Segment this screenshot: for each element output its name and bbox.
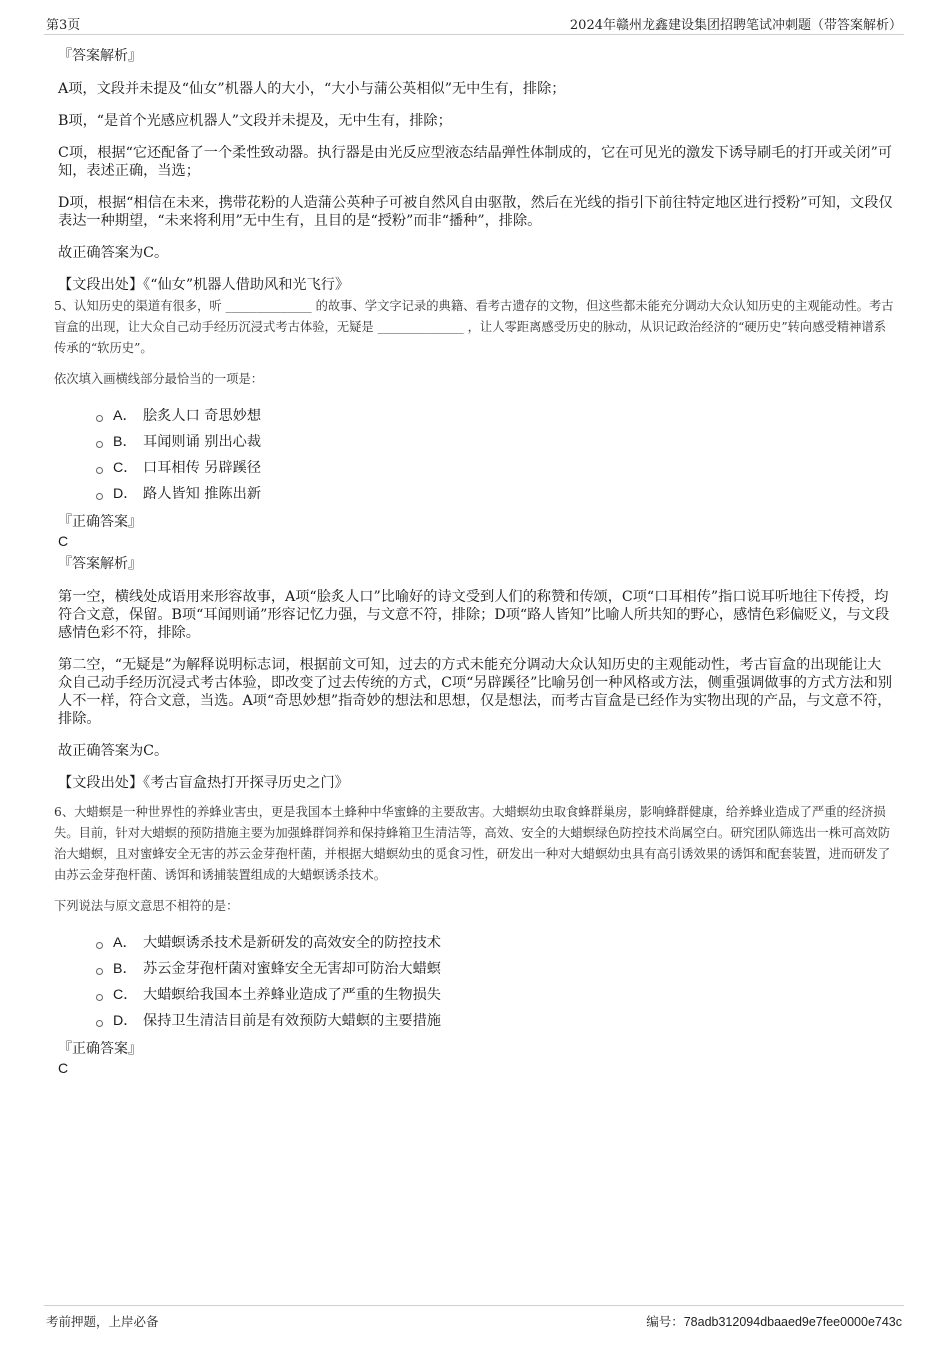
option-text: 耳闻则诵 别出心裁 xyxy=(143,434,262,450)
correct-answer-label: 『正确答案』 xyxy=(58,514,142,530)
option-text: 路人皆知 推陈出新 xyxy=(143,486,262,502)
option-a[interactable] xyxy=(96,929,904,955)
question-stem: 6、大蜡螟是一种世界性的养蜂业害虫，更是我国本土蜂种中华蜜蜂的主要敌害。大蜡螟幼虫取食蜂群巢房，影响蜂群健康，给养蜂业造成了严重的经济损失。目前，针对大蜡螟的预防措施主要为加强蜂群饲养和保持蜂箱卫生清洁等，高效、安全的大蜡螟绿色防控技术尚属空白。研究团队筛选出一株可高效防治大蜡螟，且对蜜蜂安全无害的苏云金芽孢杆菌，并根据大蜡螟幼虫的觅食习性，研发出一种对大蜡螟幼虫具有高引诱效果的诱饵和配套装置，进而研发了由苏云金芽孢杆菌、诱饵和诱捕装置组成的大蜡螟诱杀技术。 xyxy=(54,805,891,882)
page-content xyxy=(54,46,904,1077)
analysis-paragraph: C项，根据“它还配备了一个柔性致动器。执行器是由光反应型液态结晶弹性体制成的，它在可见光的激发下诱导刷毛的打开或关闭”可知，表述正确，当选； xyxy=(58,145,893,179)
option-d[interactable] xyxy=(96,1007,904,1033)
radio-icon[interactable] xyxy=(96,441,103,448)
question-prompt: 依次填入画横线部分最恰当的一项是： xyxy=(54,372,264,386)
option-b[interactable] xyxy=(96,428,904,454)
question-stem: 5、认知历史的渠道有很多，听 ______________ 的故事、学文字记录的典籍、看考古遗存的文物，但这些都未能充分调动大众认知历史的主观能动性。考古盲盒的出现，让大众自己动手经历沉浸式考古体验，无疑是 ______________ ，让人零距离感受历史的脉动，从识记政治经济的“硬历史”转向感受精神谱系传承的“软历史”。 xyxy=(54,299,894,355)
analysis-label: 『答案解析』 xyxy=(58,556,142,572)
option-letter: C． xyxy=(113,987,138,1003)
final-answer-line: 故正确答案为C。 xyxy=(58,743,169,759)
correct-answer-label: 『正确答案』 xyxy=(58,1041,142,1057)
code-value: 78adb312094dbaaed9e7fee0000e743c xyxy=(683,1315,902,1329)
option-a[interactable] xyxy=(96,402,904,428)
option-text: 口耳相传 另辟蹊径 xyxy=(143,460,262,476)
correct-answer: C xyxy=(58,1060,69,1076)
page-footer xyxy=(44,1305,904,1328)
option-d[interactable] xyxy=(96,480,904,506)
option-c[interactable] xyxy=(96,454,904,480)
source-citation: 【文段出处】《考古盲盒热打开探寻历史之门》 xyxy=(58,775,349,791)
analysis-paragraph: A项，文段并未提及“仙女”机器人的大小，“大小与蒲公英相似”无中生有，排除； xyxy=(58,81,566,97)
analysis-paragraph: D项，根据“相信在未来，携带花粉的人造蒲公英种子可被自然风自由驱散，然后在光线的指引下前往特定地区进行授粉”可知，文段仅表达一种期望，“未来将利用”无中生有，且目的是“授粉”而非“播种”，排除。 xyxy=(58,195,893,229)
final-answer-line: 故正确答案为C。 xyxy=(58,245,169,261)
page-header xyxy=(44,14,904,35)
question-prompt: 下列说法与原文意思不相符的是： xyxy=(54,899,239,913)
option-letter: A． xyxy=(113,408,137,424)
radio-icon[interactable] xyxy=(96,968,103,975)
option-c[interactable] xyxy=(96,981,904,1007)
radio-icon[interactable] xyxy=(96,493,103,500)
analysis-paragraph: 第二空，“无疑是”为解释说明标志词，根据前文可知，过去的方式未能充分调动大众认知历史的主观能动性，考古盲盒的出现能让大众自己动手经历沉浸式考古体验，即改变了过去传统的方式，C项“另辟蹊径”比喻另创一种风格或方法，侧重强调做事的方式方法和别人不一样，符合文意，当选。A项“奇思妙想”指奇妙的想法和思想，仅是想法，而考古盲盒是已经作为实物出现的产品，与文意不符，排除。 xyxy=(58,657,893,727)
option-text: 大蜡螟诱杀技术是新研发的高效安全的防控技术 xyxy=(143,935,441,951)
radio-icon[interactable] xyxy=(96,415,103,422)
radio-icon[interactable] xyxy=(96,467,103,474)
option-b[interactable] xyxy=(96,955,904,981)
option-letter: A． xyxy=(113,935,137,951)
option-list xyxy=(96,402,904,506)
footer-slogan: 考前押题，上岸必备 xyxy=(46,1314,159,1329)
option-letter: B． xyxy=(113,961,137,977)
correct-answer: C xyxy=(58,533,69,549)
radio-icon[interactable] xyxy=(96,1020,103,1027)
radio-icon[interactable] xyxy=(96,994,103,1001)
option-text: 大蜡螟给我国本土养蜂业造成了严重的生物损失 xyxy=(143,987,441,1003)
option-letter: D． xyxy=(113,486,138,502)
code-label: 编号： xyxy=(646,1314,684,1329)
document-title: 2024年赣州龙鑫建设集团招聘笔试冲刺题（带答案解析） xyxy=(569,18,902,33)
option-text: 保持卫生清洁目前是有效预防大蜡螟的主要措施 xyxy=(143,1013,441,1029)
option-letter: C． xyxy=(113,460,138,476)
analysis-label: 『答案解析』 xyxy=(58,48,142,64)
document-code xyxy=(646,1312,902,1330)
source-citation: 【文段出处】《“仙女”机器人借助风和光飞行》 xyxy=(58,277,350,293)
page-number: 第3页 xyxy=(46,18,81,33)
option-letter: B． xyxy=(113,434,137,450)
analysis-paragraph: 第一空，横线处成语用来形容故事，A项“脍炙人口”比喻好的诗文受到人们的称赞和传颂，C项“口耳相传”指口说耳听地往下传授，均符合文意，保留。B项“耳闻则诵”形容记忆力强，与文意不符，排除；D项“路人皆知”比喻人所共知的野心，感情色彩偏贬义，与文段感情色彩不符，排除。 xyxy=(58,589,890,641)
radio-icon[interactable] xyxy=(96,942,103,949)
analysis-paragraph: B项，“是首个光感应机器人”文段并未提及，无中生有，排除； xyxy=(58,113,452,129)
option-list xyxy=(96,929,904,1033)
option-text: 脍炙人口 奇思妙想 xyxy=(143,408,262,424)
option-letter: D． xyxy=(113,1013,138,1029)
option-text: 苏云金芽孢杆菌对蜜蜂安全无害却可防治大蜡螟 xyxy=(143,961,441,977)
